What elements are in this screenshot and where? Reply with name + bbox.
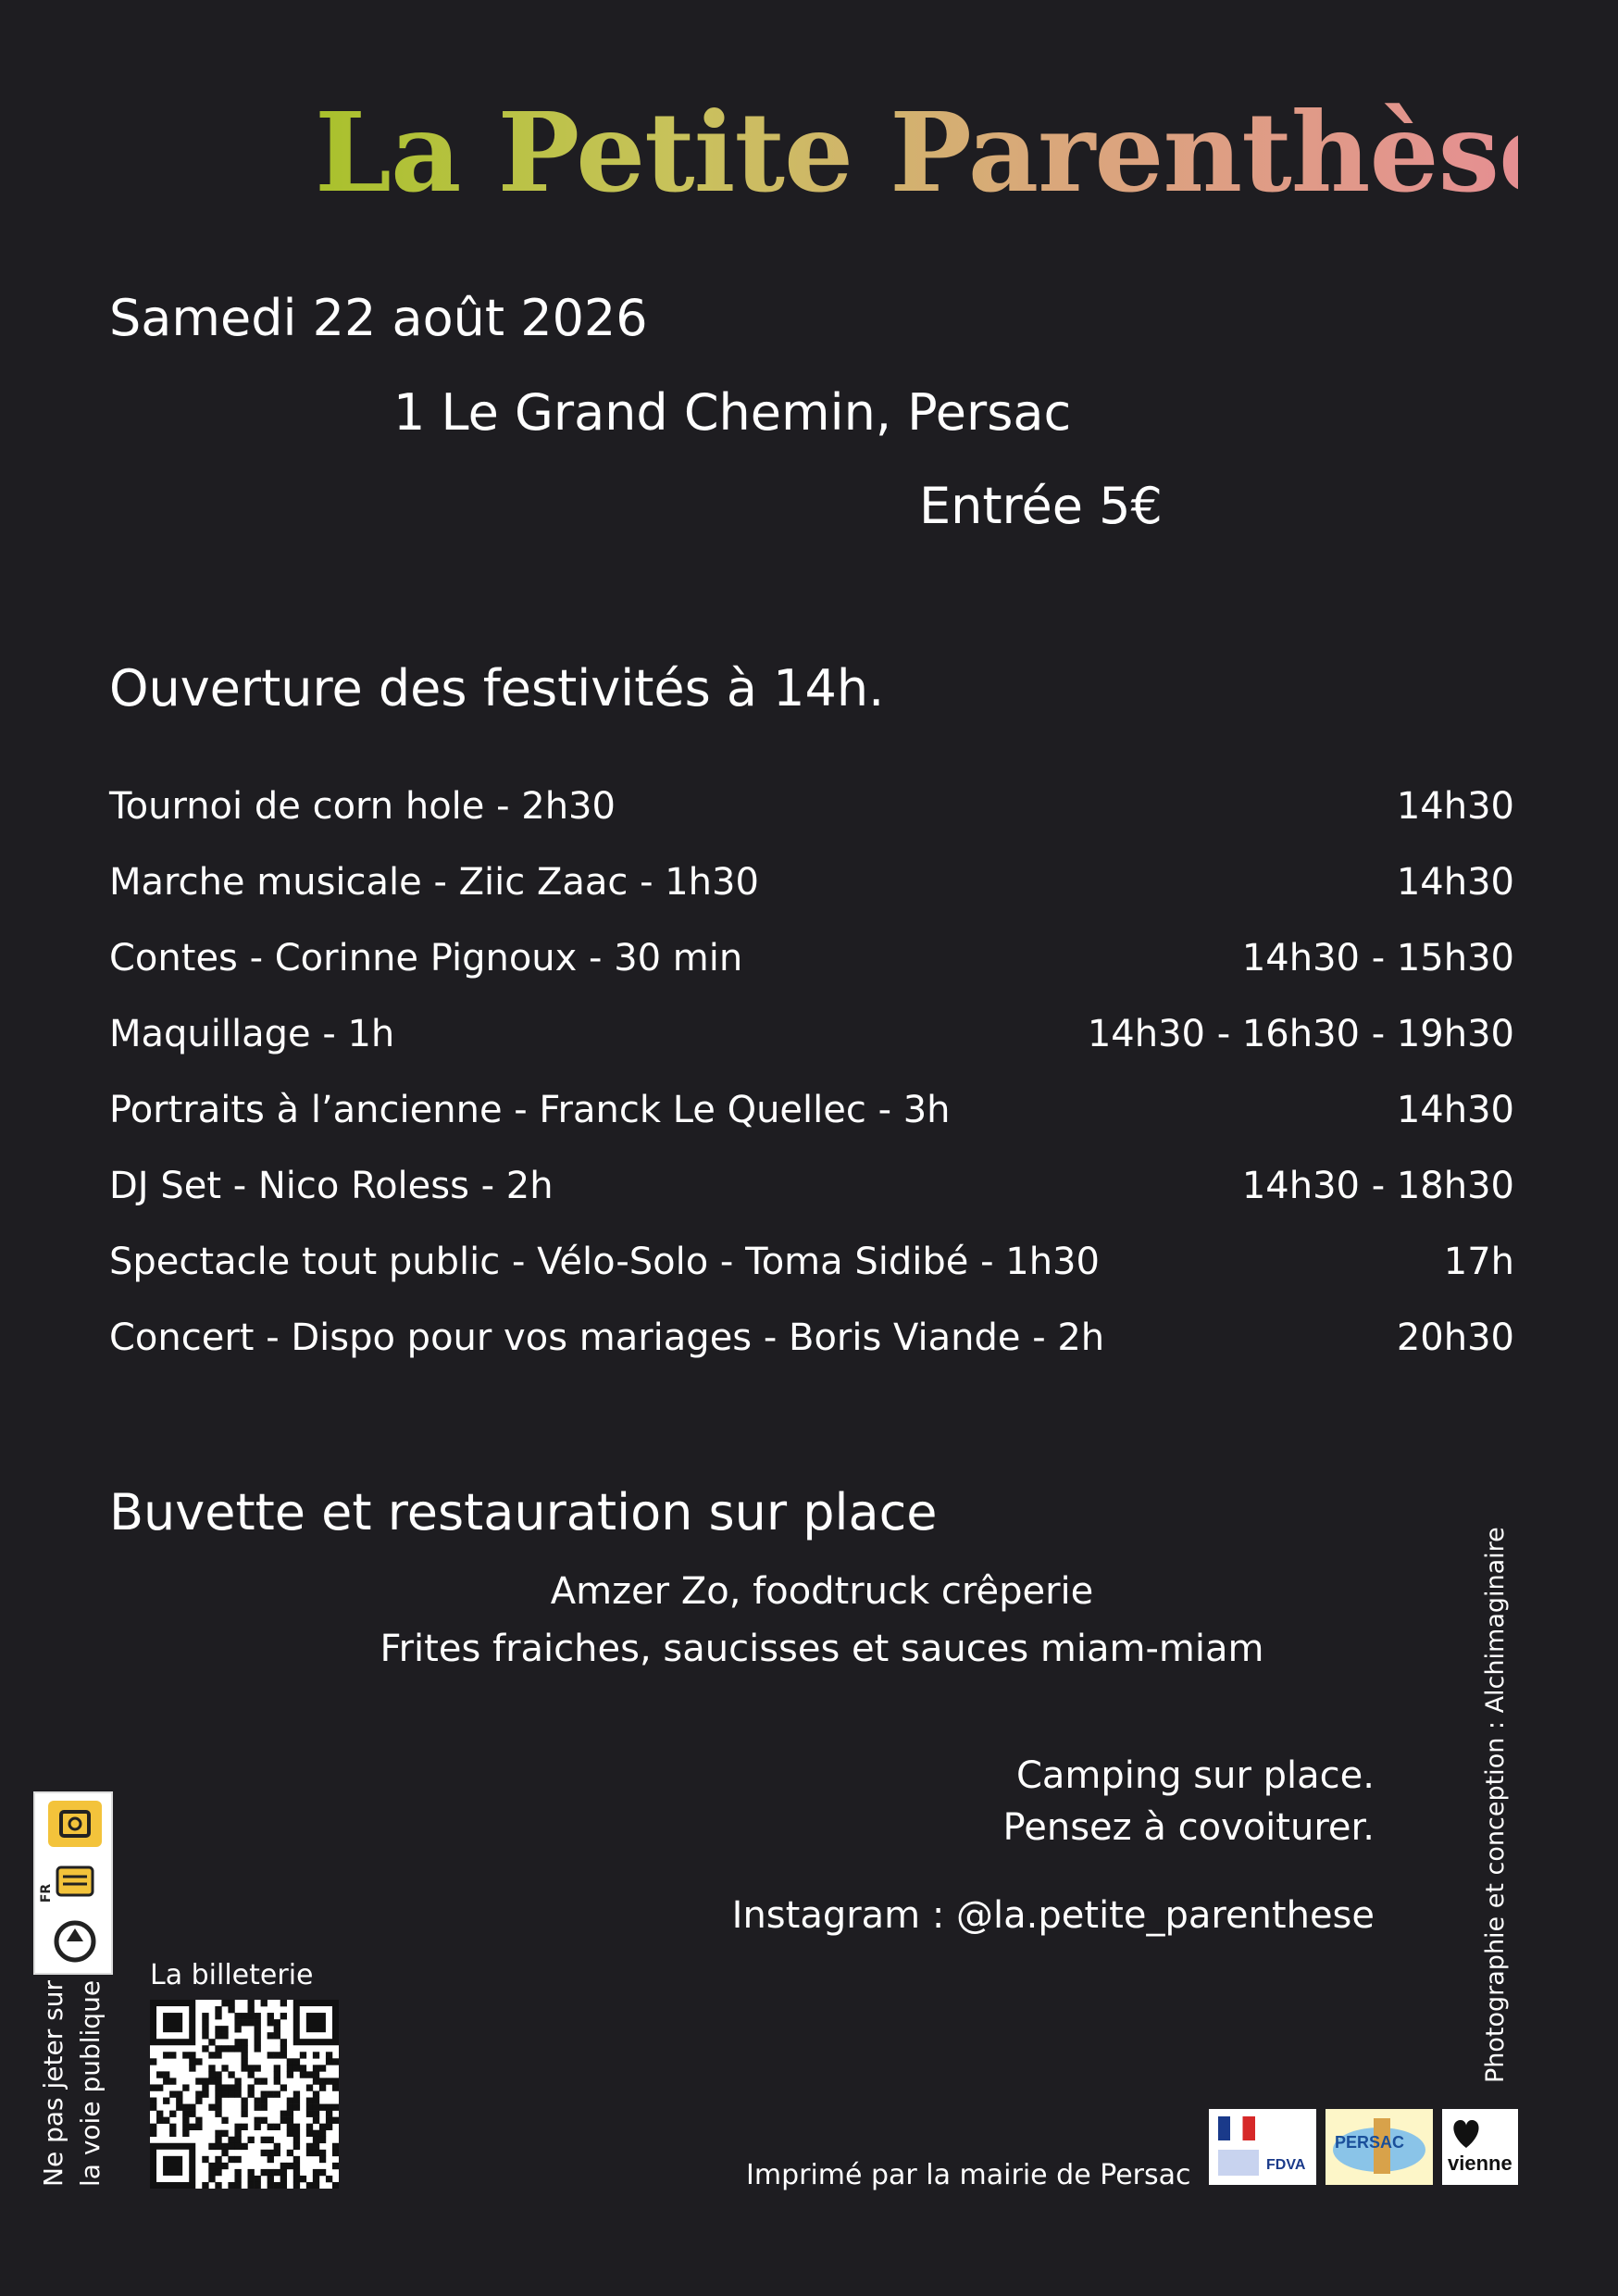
schedule-row	[109, 1165, 1514, 1241]
entry-price: Entrée 5€	[919, 477, 1163, 535]
schedule-activity: Maquillage - 1h	[109, 1013, 395, 1055]
paper-icon	[48, 1860, 102, 1906]
camping-info	[1003, 1750, 1375, 1853]
ticketing-label: La billeterie	[150, 1959, 314, 1991]
fdva-republique-logo: FDVA	[1209, 2109, 1316, 2185]
schedule-time: 14h30 - 18h30	[1241, 1165, 1514, 1207]
sponsor-logos	[1209, 2109, 1518, 2185]
schedule-row	[109, 937, 1514, 1013]
schedule-row	[109, 1316, 1514, 1392]
carpool-line: Pensez à covoiturer.	[1002, 1806, 1375, 1849]
schedule-time: 14h30	[1396, 1089, 1514, 1131]
schedule-time: 17h	[1443, 1241, 1514, 1283]
opening-time: Ouverture des festivités à 14h.	[109, 659, 885, 718]
heart-icon	[1448, 2115, 1485, 2152]
food-line-creperie: Amzer Zo, foodtruck crêperie	[550, 1570, 1094, 1613]
schedule-time: 14h30 - 16h30 - 19h30	[1087, 1013, 1514, 1055]
instagram-handle[interactable]: Instagram : @la.petite_parenthese	[731, 1894, 1375, 1937]
ticketing-qr-code[interactable]	[150, 2000, 339, 2189]
schedule-activity: Concert - Dispo pour vos mariages - Boris Viande - 2h	[109, 1316, 1105, 1359]
do-not-litter-note: Ne pas jeter sur la voie publique	[38, 1979, 106, 2187]
schedule-list	[109, 785, 1514, 1392]
camping-line: Camping sur place.	[1015, 1754, 1375, 1797]
triman-arrows-icon	[48, 1915, 102, 1962]
food-line-fries: Frites fraiches, saucisses et sauces miam-miam	[380, 1628, 1264, 1670]
schedule-activity: DJ Set - Nico Roless - 2h	[109, 1165, 554, 1207]
schedule-time: 14h30	[1396, 785, 1514, 828]
schedule-activity: Portraits à l’ancienne - Franck Le Quellec - 3h	[109, 1089, 951, 1131]
schedule-activity: Contes - Corinne Pignoux - 30 min	[109, 937, 743, 980]
printed-by: Imprimé par la mairie de Persac	[746, 2159, 1191, 2191]
schedule-row	[109, 861, 1514, 937]
fr-label: FR	[39, 1883, 55, 1903]
schedule-row	[109, 1241, 1514, 1316]
food-heading: Buvette et restauration sur place	[109, 1483, 938, 1541]
schedule-row	[109, 1013, 1514, 1089]
triman-recycling-icon	[33, 1791, 113, 1975]
design-credit: Photographie et conception : Alchimaginaire	[1481, 1527, 1510, 2083]
event-date: Samedi 22 août 2026	[109, 289, 648, 347]
schedule-row	[109, 785, 1514, 861]
schedule-activity: Spectacle tout public - Vélo-Solo - Toma Sidibé - 1h30	[109, 1241, 1100, 1283]
schedule-activity: Marche musicale - Ziic Zaac - 1h30	[109, 861, 759, 904]
event-title: La Petite Parenthèse	[315, 88, 1568, 217]
persac-logo: PERSAC	[1326, 2109, 1433, 2185]
event-address: 1 Le Grand Chemin, Persac	[393, 383, 1072, 442]
schedule-activity: Tournoi de corn hole - 2h30	[109, 785, 616, 828]
vienne-department-logo: vienne	[1442, 2109, 1518, 2185]
schedule-time: 20h30	[1396, 1316, 1514, 1359]
schedule-time: 14h30	[1396, 861, 1514, 904]
schedule-row	[109, 1089, 1514, 1165]
recycle-bin-icon	[48, 1801, 102, 1847]
schedule-time: 14h30 - 15h30	[1241, 937, 1514, 980]
